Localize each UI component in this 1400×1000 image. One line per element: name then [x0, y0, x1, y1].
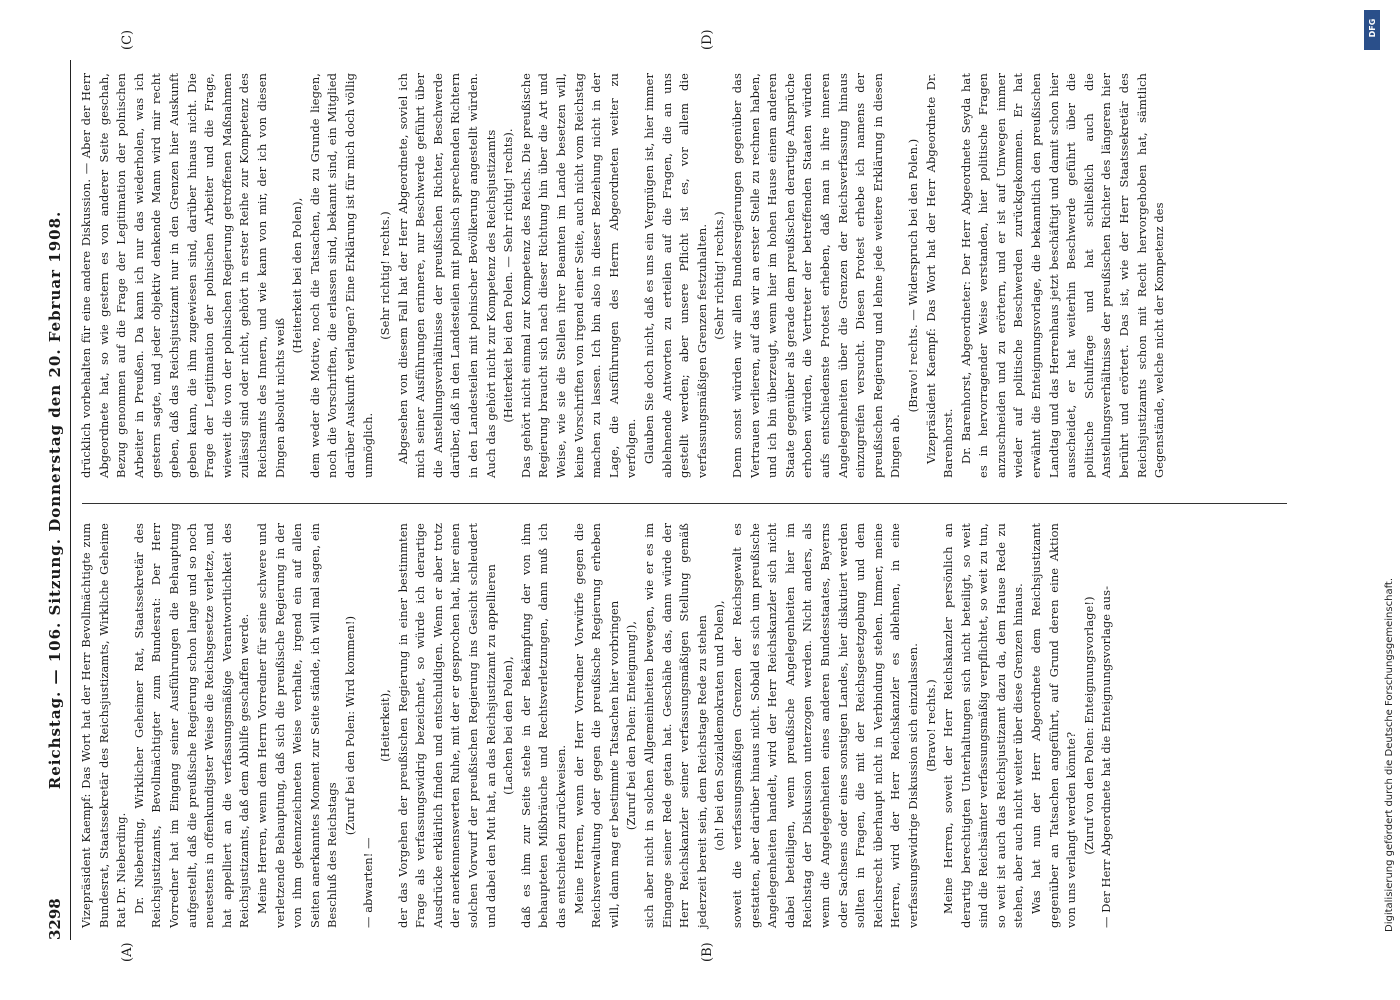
- margin-mark-c: (C): [120, 29, 135, 50]
- interjection: (oh! bei den Sozialdemokraten und Polen),: [712, 600, 727, 851]
- right-column: [78, 73, 1293, 478]
- left-column: [78, 523, 1293, 928]
- paragraph: Glauben Sie doch nicht, daß es uns ein Vergnügen ist, hier immer ablehnende Antworten zu erteilen auf die Fragen, die an uns gestellt werden; aber unsere Pflicht ist es, vor allem die verfassungsmäßigen Grenzen festzuhalten.: [642, 73, 709, 478]
- paragraph: Vizepräsident Kaempf: Das Wort hat der Herr Abgeordnete Dr. Barenhorst.: [923, 73, 956, 478]
- column-divider: [82, 503, 1287, 504]
- paragraph: Meine Herren, wenn dem Herrn Vorredner für seine schwere und verletzende Behauptung, daß sich die preußische Regierung in der von ihm gekennzeichneten Weise verhalte, irgend ein auf allen Seiten anerkanntes Moment zur Seite stände, ich will mal sagen, ein Beschluß des Reichstags: [254, 523, 340, 928]
- paragraph: Meine Herren, wenn der Herr Vorredner Vorwürfe gegen die Reichsverwaltung oder gegen die preußische Regierung erheben will, dann mag er bestimmte Tatsachen hier vorbringen: [571, 523, 621, 928]
- paragraph: daß es ihm zur Seite stehe in der Bekämpfung der von ihm behaupteten Mißbräuche und Rechtsverletzungen, dann muß ich das entschieden zurückweisen.: [518, 523, 569, 928]
- page-title: Reichstag. — 106. Sitzung. Donnerstag den 20. Februar 1908.: [46, 210, 64, 790]
- interjection: (Lachen bei den Polen),: [501, 656, 516, 795]
- interjection: (Heiterkeit bei den Polen),: [290, 197, 305, 354]
- paragraph: drücklich vorbehalten für eine andere Diskussion. — Aber der Herr Abgeordnete hat, so wie gestern es von anderer Seite geschah, Bezug genommen auf die Frage der Legitimation der polnischen Arbeiter in Preußen. Da kann ich nur das wiederholen, was ich gestern sagte, und jeder objektiv denkende Mann wird mir recht geben, daß das Reichsjustizamt nur in den Grenzen hier Auskunft geben kann, die ihm zugewiesen sind, darüber hinaus nicht. Die Frage der Legitimation der polnischen Arbeiter und die Frage, wieweit die von der polnischen Regierung getroffenen Maßnahmen zulässig sind oder nicht, gehört in erster Reihe zur Kompetenz des Reichsamts des Innern, und wie kann von mir, der ich von diesen Dingen absolut nichts weiß: [79, 73, 287, 478]
- paragraph: Das gehört nicht einmal zur Kompetenz des Reichs. Die preußische Regierung braucht sich nach dieser Richtung hin über die Art und Weise, wie sie die Stellen ihrer Beamten im Lande besetzen will, keine Vorschriften von irgend einer Seite, auch nicht vom Reichstag machen zu lassen. Ich bin also in dieser Beziehung nicht in der Lage, die Ausführungen des Herrn Abgeordneten weiter zu verfolgen.: [518, 73, 639, 478]
- paragraph: soweit die verfassungsmäßigen Grenzen der Reichsgewalt es gestatten, aber darüber hinaus nicht. Sobald es sich um preußische Angelegenheiten handelt, wird der Herr Reichskanzler sich nicht dabei beteiligen, wenn preußische Angelegenheiten hier im Reichstag der Diskussion unterzogen werden. Nicht anders, als wenn die Angelegenheiten eines anderen Bundesstaates, Bayerns oder Sachsens oder eines sonstigen Landes, hier diskutiert werden sollten in Fragen, die mit der Reichsgesetzgebung und dem Reichsrecht überhaupt nicht in Verbindung stehen. Immer, meine Herren, wird der Herr Reichskanzler es ablehnen, in eine verfassungswidrige Diskussion sich einzulassen.: [729, 523, 920, 928]
- paragraph: Dr. Nieberding, Wirklicher Geheimer Rat, Staatssekretär des Reichsjustizamts, Bevollmächtigter zum Bundesrat: Der Herr Vorredner hat im Eingang seiner Ausführungen die Behauptung aufgestellt, daß die preußische Regierung schon lange und so noch neuestens in offenkundigster Weise die Reichsgesetze verletze, und hat appelliert an die verfassungsmäßige Verantwortlichkeit des Reichsjustizamts, daß dem Abhilfe geschaffen werde.: [131, 523, 252, 928]
- paragraph: dem weder die Motive, noch die Tatsachen, die zu Grunde liegen, noch die Vorschriften, die erlassen sind, bekannt sind, ein Mitglied darüber Auskunft verlangen? Eine Erklärung ist für mich doch völlig unmöglich.: [307, 73, 375, 478]
- digitization-note-text: Digitalisierung gefördert durch die Deutsche Forschungsgemeinschaft.: [1384, 577, 1395, 932]
- interjection: (Zuruf von den Polen: Enteignungsvorlage!): [1081, 596, 1096, 855]
- paragraph: Meine Herren, soweit der Herr Reichskanzler persönlich an derartig berechtigten Unterhaltungen sich nicht beteiligt, so weit sind die Reichsämter verfassungsmäßig verpflichtet, so weit zu tun, so weit ist auch das Reichsjustizamt dazu da, dem Hause Rede zu stehen, aber auch nicht weiter über diese Grenzen hinaus.: [941, 523, 1026, 928]
- paragraph: Denn sonst würden wir allen Bundesregierungen gegenüber das Vertrauen verlieren, auf das wir an erster Stelle zu rechnen haben, und ich bin überzeugt, wenn hier im hohen Hause einem anderen Staate gegenüber als gerade dem preußischen derartige Ansprüche erhoben würden, die Vertreter der betreffenden Staaten würden aufs entschiedenste Protest erheben, daß man in ihre inneren Angelegenheiten über die Grenzen der Reichsverfassung hinaus einzugreifen versucht. Diesen Protest erhebe ich namens der preußischen Regierung und lehne jede weitere Erklärung in diesen Dingen ab.: [729, 73, 903, 478]
- page-header: [40, 60, 71, 940]
- page-number: 3298: [46, 898, 64, 940]
- paragraph: — abwarten! —: [360, 837, 375, 928]
- interjection: (Heiterkeit bei den Polen. — Sehr richtig! rechts).: [501, 128, 516, 423]
- interjection: (Bravo! rechts. — Widerspruch bei den Polen.): [905, 138, 920, 413]
- interjection: (Zuruf bei den Polen: Enteignung!),: [624, 620, 639, 831]
- interjection: (Heiterkeit),: [378, 689, 393, 762]
- dfg-logo-text: DFG: [1368, 18, 1377, 38]
- margin-mark-b: (B): [700, 942, 715, 962]
- paragraph: der das Vorgehen der preußischen Regierung in einer bestimmten Frage als verfassungswidrig bezeichnet, so würde ich derartige Ausdrücke erklärlich finden und entschuldigen. Wenn er aber trotz der anerkennenswerten Ruhe, mit der er gesprochen hat, hier einen solchen Vorwurf der preußischen Regierung ins Gesicht schleudert und dabei den Mut hat, an das Reichsjustizamt zu appellieren: [395, 523, 498, 928]
- paragraph: Was hat nun der Herr Abgeordnete dem Reichsjustizamt gegenüber an Tatsachen angeführt, auf Grund deren eine Aktion von uns verlangt werden könnte?: [1029, 523, 1079, 928]
- interjection: (Bravo! rechts.): [923, 679, 938, 772]
- paragraph: Dr. Barenhorst, Abgeordneter: Der Herr Abgeordnete Seyda hat es in hervorragender Weise verstanden, hier politische Fragen anzuschneiden und zu erörtern, und er ist auf Umwegen immer wieder auf politische Beschwerden zurückgekommen. Er hat erwähnt die Enteignungsvorlage, die bekanntlich den preußischen Landtag und das Herrenhaus jetzt beschäftigt und damit schon hier ausscheidet, er hat weiterhin Beschwerde geführt über die politische Schulfrage und hat schließlich auch die Anstellungsverhältnisse der preußischen Richter des längeren hier berührt und erörtert. Das ist, wie der Herr Staatssekretär des Reichsjustizamts schon mit Recht hervorgehoben hat, sämtlich Gegenstände, welche nicht der Kompetenz des: [958, 73, 1167, 478]
- margin-mark-a: (A): [120, 942, 135, 962]
- interjection: (Sehr richtig! rechts.): [378, 211, 393, 340]
- paragraph: — Der Herr Abgeordnete hat die Enteignungsvorlage aus-: [1099, 585, 1114, 928]
- interjection: (Zuruf bei den Polen: Wird kommen!): [342, 615, 357, 836]
- interjection: (Sehr richtig! rechts.): [712, 211, 727, 340]
- margin-mark-d: (D): [700, 29, 715, 50]
- paragraph: Vizepräsident Kaempf: Das Wort hat der Herr Bevollmächtigte zum Bundesrat, Staatssekretär des Reichsjustizamts, Wirkliche Geheime Rat Dr. Nieberding.: [79, 523, 129, 928]
- paragraph: Abgesehen von diesem Fall hat der Herr Abgeordnete, soviel ich mich seiner Ausführungen erinnere, nur Beschwerde geführt über die Anstellungsverhältnisse der preußischen Richter, Beschwerde darüber, daß in den Landesteilen mit polnisch sprechenden Richtern in den Landesteilen mit polnischer Bevölkerung angestellt würden. Auch das gehört nicht zur Kompetenz des Reichsjustizamts: [395, 73, 498, 478]
- paragraph: sich aber nicht in solchen Allgemeinheiten bewegen, wie er es im Eingange seiner Rede getan hat. Geschähe das, dann würde der Herr Reichskanzler seiner verfassungsmäßigen Stellung gemäß jederzeit bereit sein, dem Reichstage Rede zu stehen: [642, 523, 709, 928]
- digitization-note: [1363, 12, 1395, 992]
